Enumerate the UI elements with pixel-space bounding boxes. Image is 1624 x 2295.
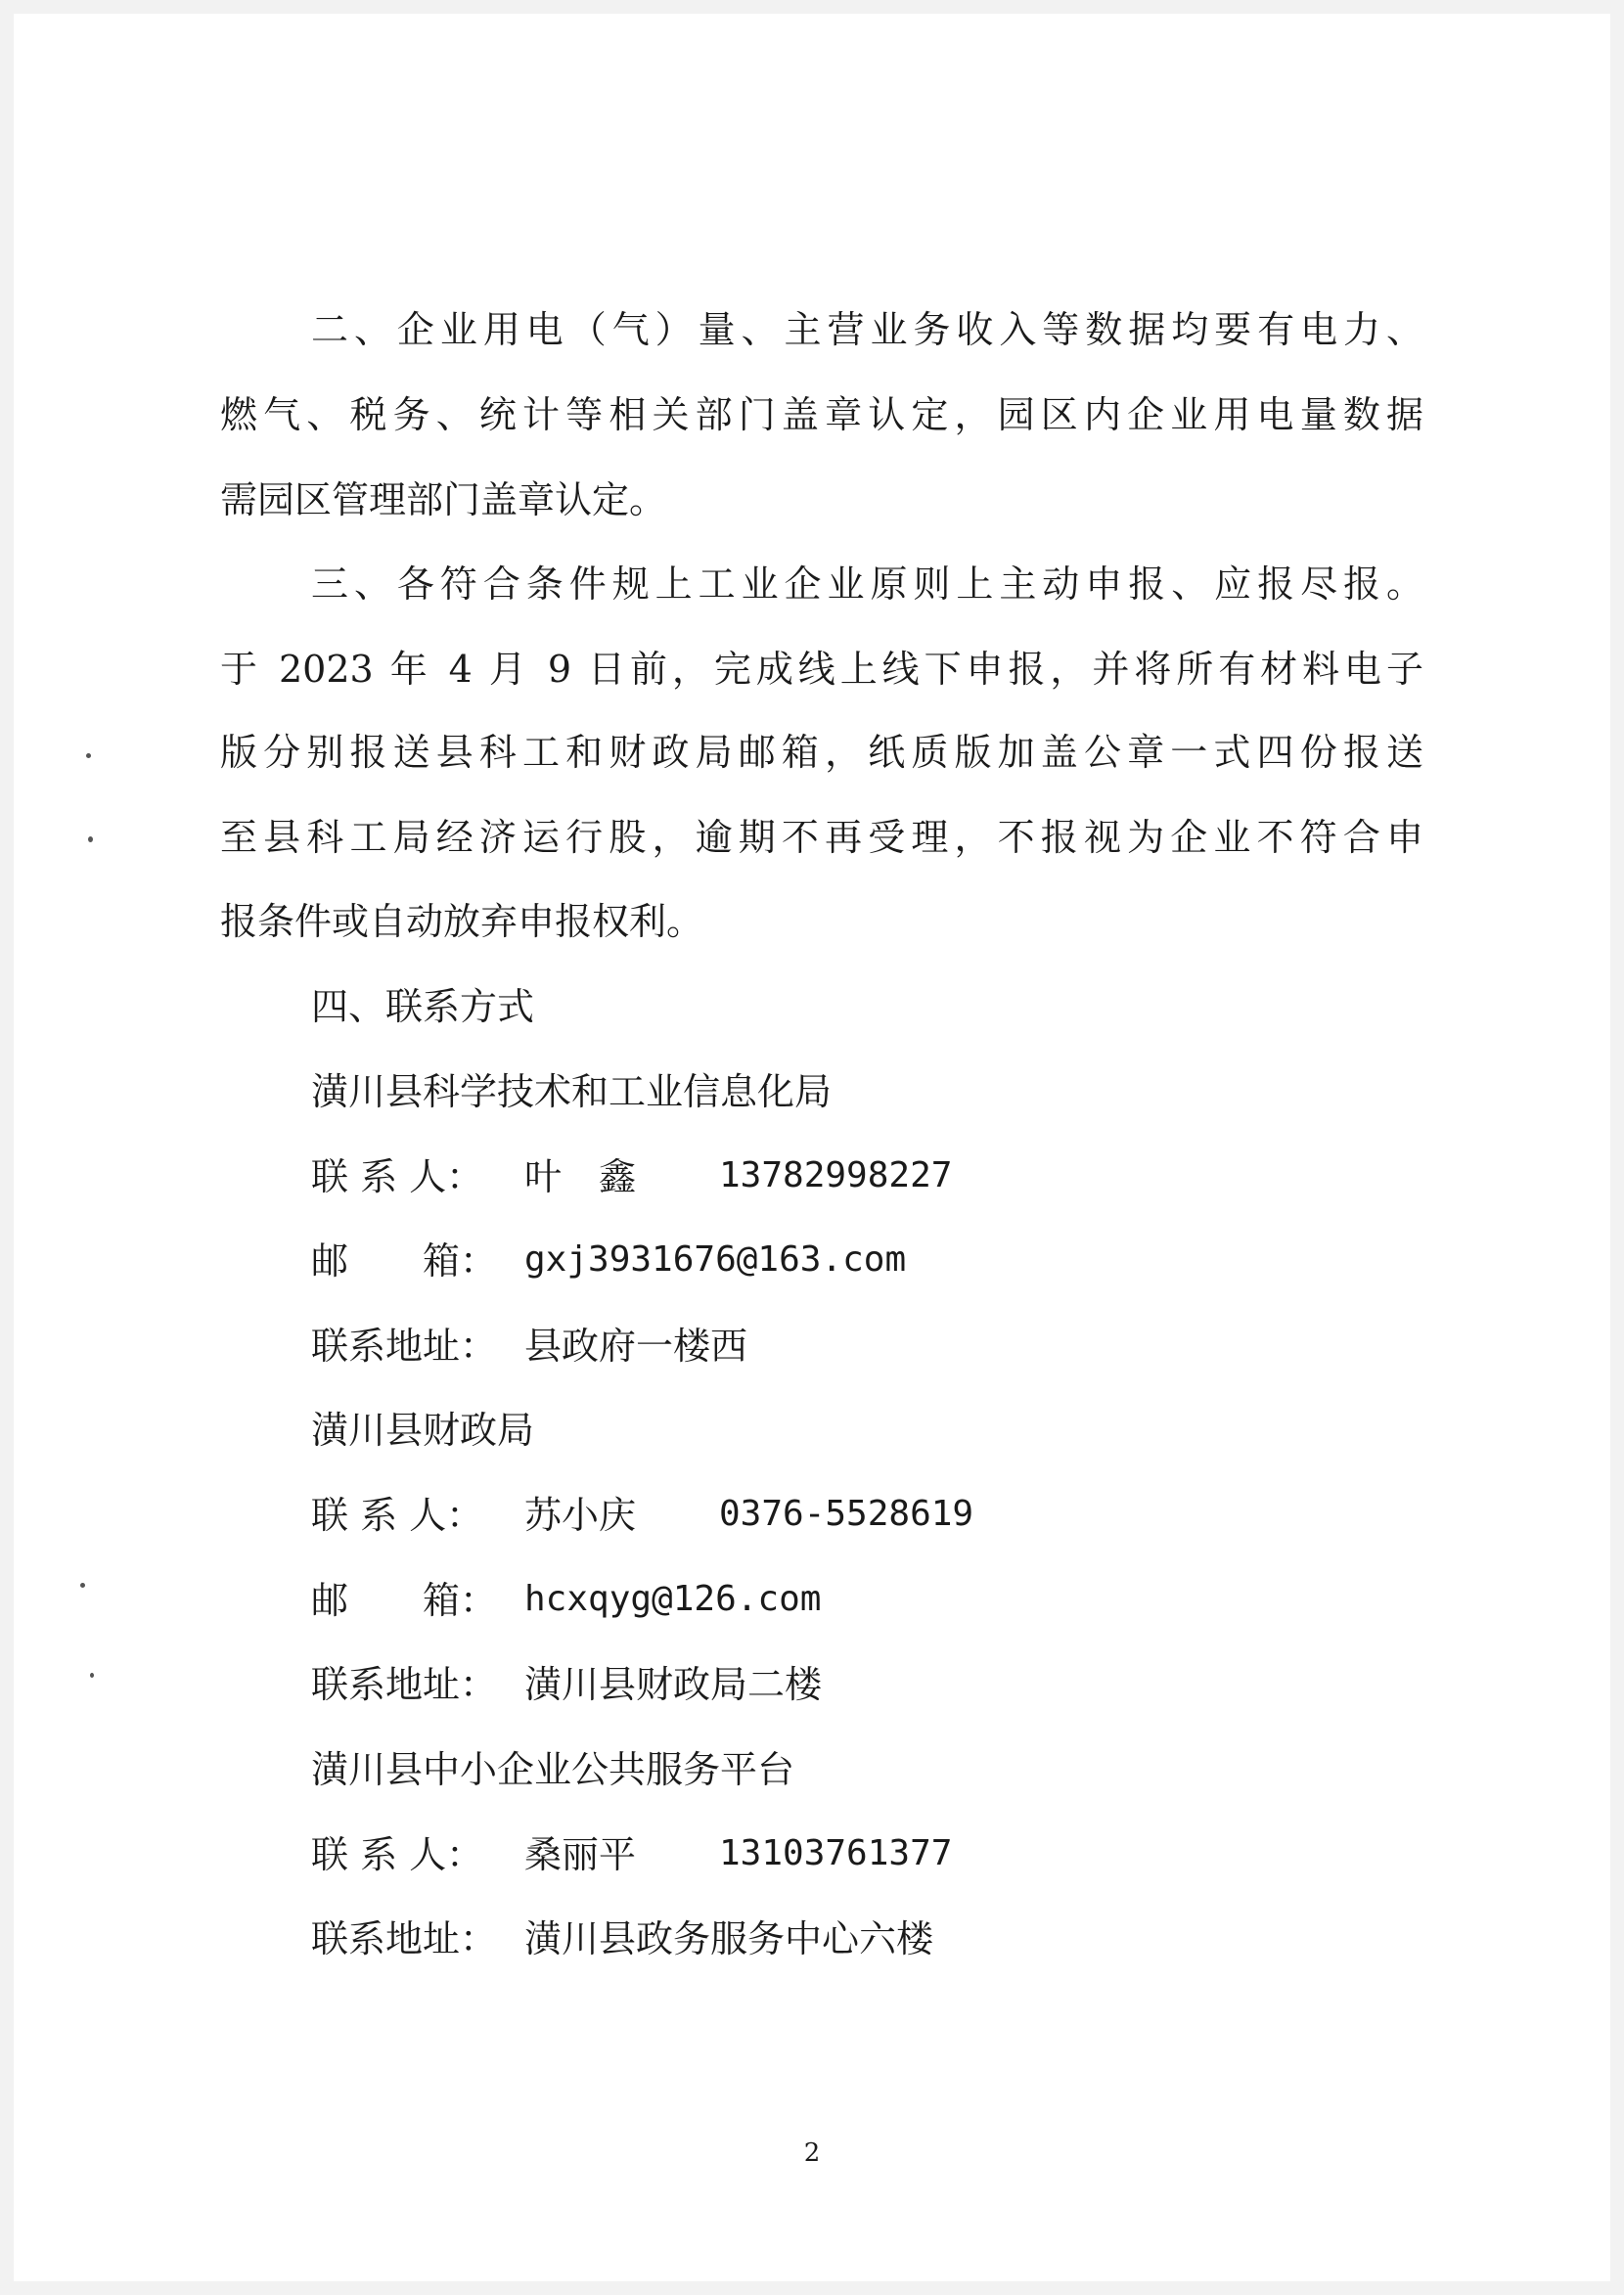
contact-2-person-label: 联 系 人：	[311, 1494, 484, 1537]
paragraph-3-line-4: 至县科工局经济运行股，逾期不再受理，不报视为企业不符合申	[220, 816, 1423, 859]
contact-1-phone: 13782998227	[719, 1155, 953, 1195]
paragraph-2-line-3: 需园区管理部门盖章认定。	[220, 478, 667, 521]
scan-speck	[86, 753, 91, 758]
paragraph-3-line-3: 版分别报送县科工和财政局邮箱，纸质版加盖公章一式四份报送	[220, 731, 1423, 774]
contact-3-person: 桑丽平	[524, 1833, 637, 1876]
contact-1-email: gxj3931676@163.com	[524, 1239, 907, 1280]
contact-2-phone: 0376-5528619	[719, 1494, 974, 1534]
paragraph-2-line-2: 燃气、税务、统计等相关部门盖章认定，园区内企业用电量数据	[220, 393, 1423, 436]
contact-1-org: 潢川县科学技术和工业信息化局	[311, 1070, 833, 1113]
contact-1-email-label: 邮 箱：	[311, 1239, 498, 1282]
contact-2-org: 潢川县财政局	[311, 1409, 535, 1452]
contact-3-phone: 13103761377	[719, 1833, 953, 1873]
contact-2-email-label: 邮 箱：	[311, 1579, 498, 1622]
scan-speck	[88, 836, 93, 842]
contact-2-address: 潢川县财政局二楼	[524, 1663, 823, 1706]
page-number: 2	[803, 2138, 821, 2168]
contact-2-person: 苏小庆	[524, 1494, 637, 1537]
paragraph-3-line-1: 三、各符合条件规上工业企业原则上主动申报、应报尽报。	[311, 562, 1423, 606]
contact-1-person-label: 联 系 人：	[311, 1155, 484, 1198]
scan-speck	[80, 1583, 85, 1588]
contact-1-address: 县政府一楼西	[524, 1325, 748, 1368]
paragraph-2-line-1: 二、企业用电（气）量、主营业务收入等数据均要有电力、	[311, 308, 1423, 351]
contact-1-address-label: 联系地址：	[311, 1325, 498, 1368]
scan-speck	[90, 1673, 94, 1678]
contact-3-address-label: 联系地址：	[311, 1917, 498, 1960]
contact-1-person: 叶 鑫	[524, 1155, 637, 1198]
contact-2-address-label: 联系地址：	[311, 1663, 498, 1706]
paragraph-3-line-2: 于 2023 年 4 月 9 日前，完成线上线下申报，并将所有材料电子	[220, 648, 1423, 691]
paragraph-3-line-5: 报条件或自动放弃申报权利。	[220, 900, 704, 943]
contact-3-address: 潢川县政务服务中心六楼	[524, 1917, 934, 1960]
contact-3-org: 潢川县中小企业公共服务平台	[311, 1748, 795, 1791]
contact-2-email: hcxqyg@126.com	[524, 1579, 822, 1619]
contact-3-person-label: 联 系 人：	[311, 1833, 484, 1876]
contact-heading: 四、联系方式	[311, 985, 535, 1028]
